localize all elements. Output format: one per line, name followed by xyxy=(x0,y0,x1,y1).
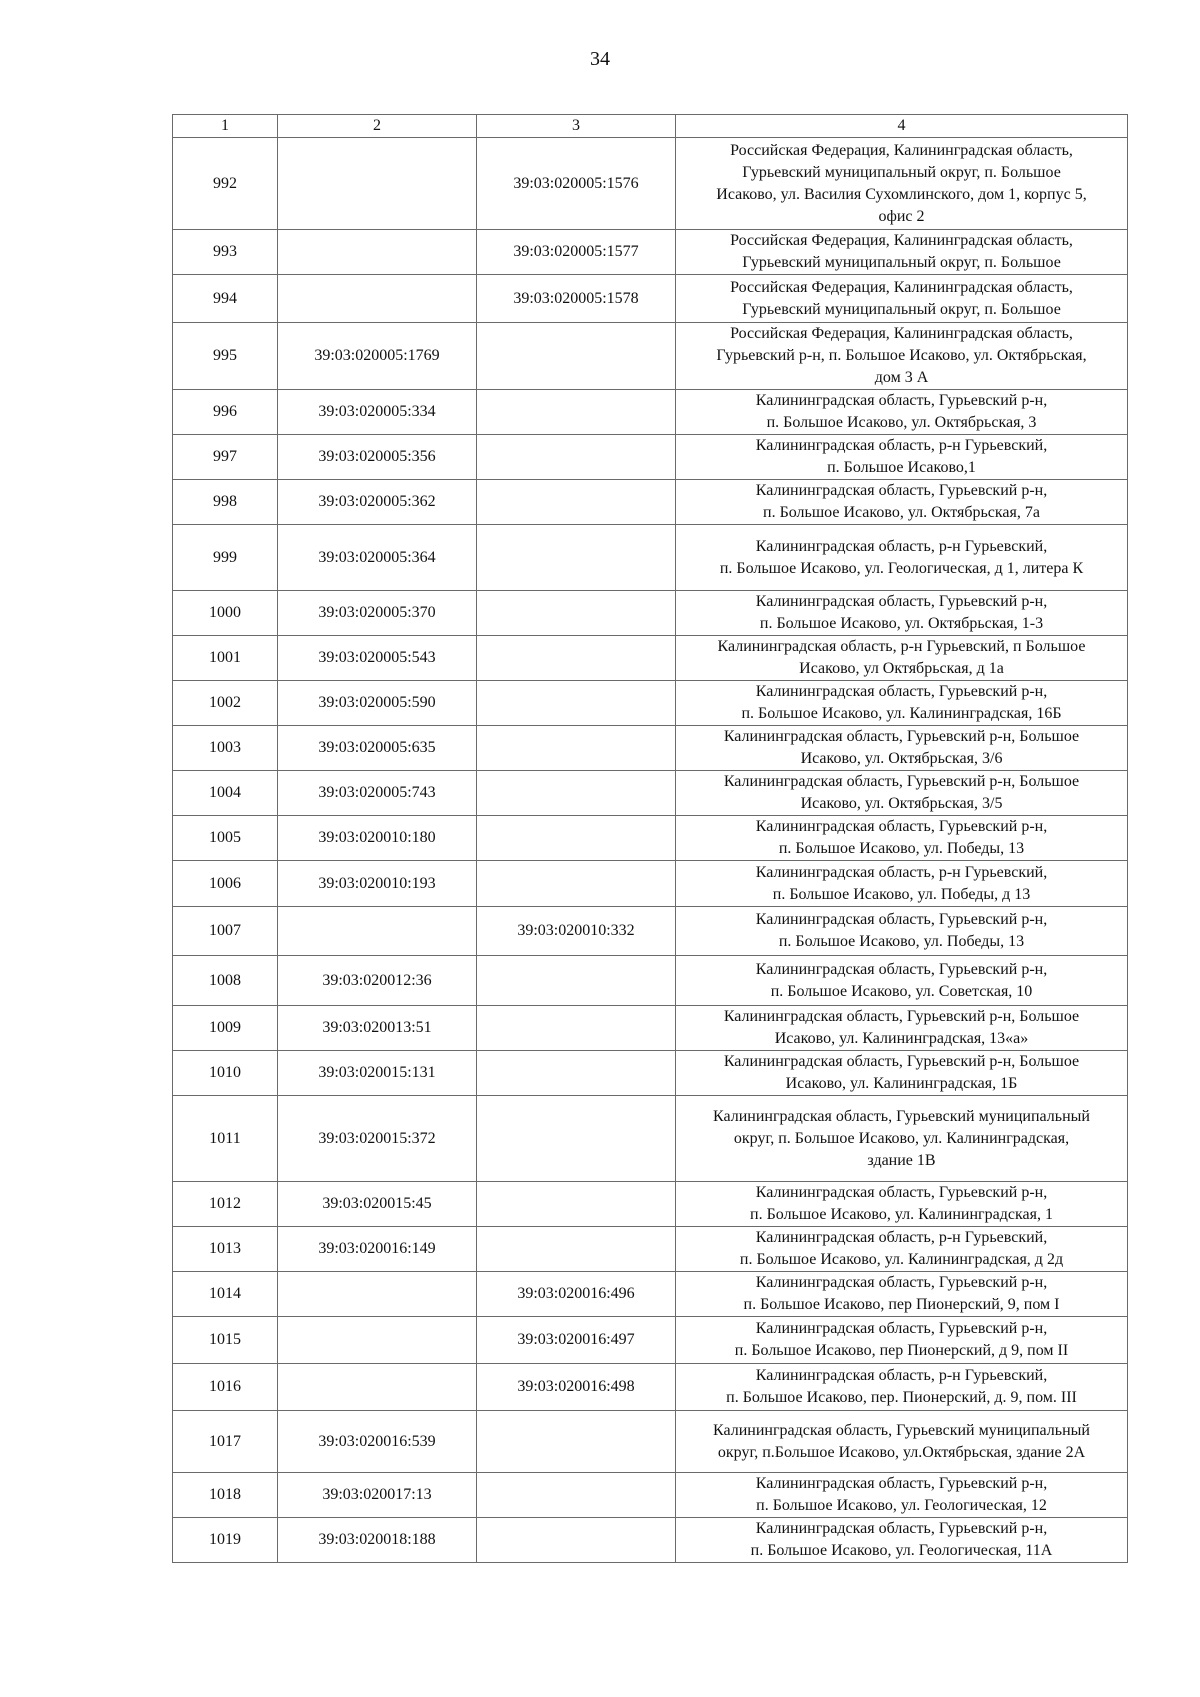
related-cadastral-number-cell xyxy=(477,956,676,1006)
table-row xyxy=(173,1473,1128,1518)
address-cell: Калининградская область, р-н Гурьевский, п. Большое Исаково, ул. Калининградская, д 2д xyxy=(676,1227,1128,1272)
address-cell: Калининградская область, Гурьевский р-н, п. Большое Исаково, пер Пионерский, д 9, пом II xyxy=(676,1317,1128,1364)
row-number-cell: 1012 xyxy=(173,1182,278,1227)
table-row xyxy=(173,1096,1128,1182)
cadastral-number-cell: 39:03:020015:131 xyxy=(278,1051,477,1096)
table-row xyxy=(173,1051,1128,1096)
address-cell: Калининградская область, Гурьевский муниципальный округ, п. Большое Исаково, ул. Калининградская, здание 1В xyxy=(676,1096,1128,1182)
address-cell: Калининградская область, Гурьевский р-н, п. Большое Исаково, ул. Геологическая, 12 xyxy=(676,1473,1128,1518)
row-number-cell: 1004 xyxy=(173,771,278,816)
table-row xyxy=(173,1317,1128,1364)
row-number-cell: 1016 xyxy=(173,1364,278,1411)
cadastral-number-cell xyxy=(278,230,477,275)
related-cadastral-number-cell xyxy=(477,1006,676,1051)
cadastral-number-cell: 39:03:020015:372 xyxy=(278,1096,477,1182)
related-cadastral-number-cell xyxy=(477,480,676,525)
cadastral-number-cell: 39:03:020005:362 xyxy=(278,480,477,525)
address-cell: Калининградская область, Гурьевский р-н, п. Большое Исаково, ул. Победы, 13 xyxy=(676,816,1128,861)
related-cadastral-number-cell xyxy=(477,1051,676,1096)
cadastral-number-cell: 39:03:020016:149 xyxy=(278,1227,477,1272)
row-number-cell: 1005 xyxy=(173,816,278,861)
cadastral-number-cell: 39:03:020005:1769 xyxy=(278,323,477,390)
row-number-cell: 1000 xyxy=(173,591,278,636)
address-cell: Калининградская область, р-н Гурьевский, п. Большое Исаково,1 xyxy=(676,435,1128,480)
cadastral-number-cell: 39:03:020010:180 xyxy=(278,816,477,861)
table-row xyxy=(173,1411,1128,1473)
row-number-cell: 994 xyxy=(173,275,278,323)
address-cell: Калининградская область, Гурьевский р-н, п. Большое Исаково, ул. Октябрьская, 3 xyxy=(676,390,1128,435)
address-cell: Калининградская область, Гурьевский р-н, п. Большое Исаково, ул. Советская, 10 xyxy=(676,956,1128,1006)
table-row xyxy=(173,1006,1128,1051)
table-row xyxy=(173,861,1128,907)
cadastral-number-cell: 39:03:020018:188 xyxy=(278,1518,477,1563)
row-number-cell: 998 xyxy=(173,480,278,525)
table-row xyxy=(173,907,1128,956)
table-row xyxy=(173,1518,1128,1563)
row-number-cell: 1006 xyxy=(173,861,278,907)
column-header-2: 2 xyxy=(278,115,477,138)
cadastral-number-cell: 39:03:020005:334 xyxy=(278,390,477,435)
related-cadastral-number-cell xyxy=(477,525,676,591)
cadastral-number-cell: 39:03:020012:36 xyxy=(278,956,477,1006)
cadastral-number-cell: 39:03:020005:543 xyxy=(278,636,477,681)
related-cadastral-number-cell: 39:03:020016:496 xyxy=(477,1272,676,1317)
table-row xyxy=(173,323,1128,390)
row-number-cell: 999 xyxy=(173,525,278,591)
table-row xyxy=(173,230,1128,275)
row-number-cell: 993 xyxy=(173,230,278,275)
address-cell: Российская Федерация, Калининградская область, Гурьевский муниципальный округ, п. Большое xyxy=(676,230,1128,275)
table-row xyxy=(173,390,1128,435)
row-number-cell: 1001 xyxy=(173,636,278,681)
related-cadastral-number-cell: 39:03:020005:1576 xyxy=(477,138,676,230)
table-row xyxy=(173,636,1128,681)
table-row xyxy=(173,1364,1128,1411)
address-cell: Калининградская область, р-н Гурьевский, п. Большое Исаково, ул. Геологическая, д 1, литера К xyxy=(676,525,1128,591)
cadastral-number-cell xyxy=(278,138,477,230)
row-number-cell: 1009 xyxy=(173,1006,278,1051)
related-cadastral-number-cell xyxy=(477,771,676,816)
row-number-cell: 1013 xyxy=(173,1227,278,1272)
table-row xyxy=(173,1182,1128,1227)
table-row xyxy=(173,1227,1128,1272)
row-number-cell: 1010 xyxy=(173,1051,278,1096)
row-number-cell: 1014 xyxy=(173,1272,278,1317)
address-cell: Калининградская область, р-н Гурьевский, п Большое Исаково, ул Октябрьская, д 1а xyxy=(676,636,1128,681)
row-number-cell: 1015 xyxy=(173,1317,278,1364)
row-number-cell: 1011 xyxy=(173,1096,278,1182)
address-cell: Калининградская область, Гурьевский р-н, п. Большое Исаково, ул. Октябрьская, 7а xyxy=(676,480,1128,525)
address-cell: Калининградская область, Гурьевский р-н, п. Большое Исаково, ул. Калининградская, 16Б xyxy=(676,681,1128,726)
related-cadastral-number-cell xyxy=(477,323,676,390)
related-cadastral-number-cell xyxy=(477,816,676,861)
cadastral-number-cell: 39:03:020016:539 xyxy=(278,1411,477,1473)
cadastral-number-cell xyxy=(278,275,477,323)
related-cadastral-number-cell xyxy=(477,861,676,907)
cadastral-number-cell: 39:03:020013:51 xyxy=(278,1006,477,1051)
cadastral-number-cell xyxy=(278,1317,477,1364)
table-row xyxy=(173,525,1128,591)
row-number-cell: 1007 xyxy=(173,907,278,956)
related-cadastral-number-cell: 39:03:020016:498 xyxy=(477,1364,676,1411)
address-cell: Калининградская область, Гурьевский р-н, Большое Исаково, ул. Калининградская, 1Б xyxy=(676,1051,1128,1096)
cadastral-number-cell xyxy=(278,907,477,956)
cadastral-number-cell xyxy=(278,1272,477,1317)
address-cell: Калининградская область, Гурьевский р-н, п. Большое Исаково, ул. Калининградская, 1 xyxy=(676,1182,1128,1227)
column-header-1: 1 xyxy=(173,115,278,138)
related-cadastral-number-cell xyxy=(477,726,676,771)
related-cadastral-number-cell xyxy=(477,1518,676,1563)
address-cell: Калининградская область, Гурьевский муниципальный округ, п.Большое Исаково, ул.Октябрьская, здание 2А xyxy=(676,1411,1128,1473)
address-cell: Калининградская область, Гурьевский р-н, Большое Исаково, ул. Октябрьская, 3/6 xyxy=(676,726,1128,771)
address-cell: Российская Федерация, Калининградская область, Гурьевский муниципальный округ, п. Большое xyxy=(676,275,1128,323)
related-cadastral-number-cell xyxy=(477,1096,676,1182)
row-number-cell: 1008 xyxy=(173,956,278,1006)
cadastral-number-cell: 39:03:020005:590 xyxy=(278,681,477,726)
row-number-cell: 995 xyxy=(173,323,278,390)
related-cadastral-number-cell: 39:03:020016:497 xyxy=(477,1317,676,1364)
table-row xyxy=(173,275,1128,323)
address-cell: Калининградская область, р-н Гурьевский, п. Большое Исаково, пер. Пионерский, д. 9, пом. III xyxy=(676,1364,1128,1411)
row-number-cell: 1002 xyxy=(173,681,278,726)
table-header-row xyxy=(173,115,1128,138)
address-cell: Калининградская область, Гурьевский р-н, Большое Исаково, ул. Калининградская, 13«а» xyxy=(676,1006,1128,1051)
table-row xyxy=(173,480,1128,525)
related-cadastral-number-cell xyxy=(477,1411,676,1473)
column-header-3: 3 xyxy=(477,115,676,138)
cadastral-number-cell: 39:03:020005:635 xyxy=(278,726,477,771)
related-cadastral-number-cell xyxy=(477,1227,676,1272)
table-row xyxy=(173,1272,1128,1317)
row-number-cell: 1019 xyxy=(173,1518,278,1563)
related-cadastral-number-cell xyxy=(477,681,676,726)
registry-table xyxy=(172,114,1128,1563)
table-row xyxy=(173,956,1128,1006)
address-cell: Калининградская область, р-н Гурьевский, п. Большое Исаково, ул. Победы, д 13 xyxy=(676,861,1128,907)
table-row xyxy=(173,435,1128,480)
related-cadastral-number-cell: 39:03:020005:1577 xyxy=(477,230,676,275)
page-number: 34 xyxy=(590,48,610,70)
row-number-cell: 1018 xyxy=(173,1473,278,1518)
cadastral-number-cell: 39:03:020005:356 xyxy=(278,435,477,480)
related-cadastral-number-cell xyxy=(477,390,676,435)
cadastral-number-cell xyxy=(278,1364,477,1411)
cadastral-number-cell: 39:03:020005:743 xyxy=(278,771,477,816)
row-number-cell: 996 xyxy=(173,390,278,435)
related-cadastral-number-cell: 39:03:020005:1578 xyxy=(477,275,676,323)
table-row xyxy=(173,726,1128,771)
cadastral-number-cell: 39:03:020005:364 xyxy=(278,525,477,591)
cadastral-number-cell: 39:03:020017:13 xyxy=(278,1473,477,1518)
related-cadastral-number-cell: 39:03:020010:332 xyxy=(477,907,676,956)
table-row xyxy=(173,816,1128,861)
table-row xyxy=(173,138,1128,230)
address-cell: Калининградская область, Гурьевский р-н, п. Большое Исаково, ул. Октябрьская, 1-3 xyxy=(676,591,1128,636)
cadastral-number-cell: 39:03:020015:45 xyxy=(278,1182,477,1227)
table-row xyxy=(173,681,1128,726)
table-row xyxy=(173,771,1128,816)
address-cell: Калининградская область, Гурьевский р-н, п. Большое Исаково, пер Пионерский, 9, пом I xyxy=(676,1272,1128,1317)
cadastral-number-cell: 39:03:020005:370 xyxy=(278,591,477,636)
row-number-cell: 1003 xyxy=(173,726,278,771)
address-cell: Калининградская область, Гурьевский р-н, Большое Исаково, ул. Октябрьская, 3/5 xyxy=(676,771,1128,816)
address-cell: Российская Федерация, Калининградская область, Гурьевский р-н, п. Большое Исаково, ул. Октябрьская, дом 3 А xyxy=(676,323,1128,390)
column-header-4: 4 xyxy=(676,115,1128,138)
row-number-cell: 992 xyxy=(173,138,278,230)
related-cadastral-number-cell xyxy=(477,435,676,480)
table-row xyxy=(173,591,1128,636)
related-cadastral-number-cell xyxy=(477,1182,676,1227)
address-cell: Российская Федерация, Калининградская область, Гурьевский муниципальный округ, п. Большое Исаково, ул. Василия Сухомлинского, дом 1, корпус 5, офис 2 xyxy=(676,138,1128,230)
related-cadastral-number-cell xyxy=(477,1473,676,1518)
related-cadastral-number-cell xyxy=(477,636,676,681)
row-number-cell: 1017 xyxy=(173,1411,278,1473)
row-number-cell: 997 xyxy=(173,435,278,480)
related-cadastral-number-cell xyxy=(477,591,676,636)
address-cell: Калининградская область, Гурьевский р-н, п. Большое Исаково, ул. Победы, 13 xyxy=(676,907,1128,956)
address-cell: Калининградская область, Гурьевский р-н, п. Большое Исаково, ул. Геологическая, 11А xyxy=(676,1518,1128,1563)
cadastral-number-cell: 39:03:020010:193 xyxy=(278,861,477,907)
